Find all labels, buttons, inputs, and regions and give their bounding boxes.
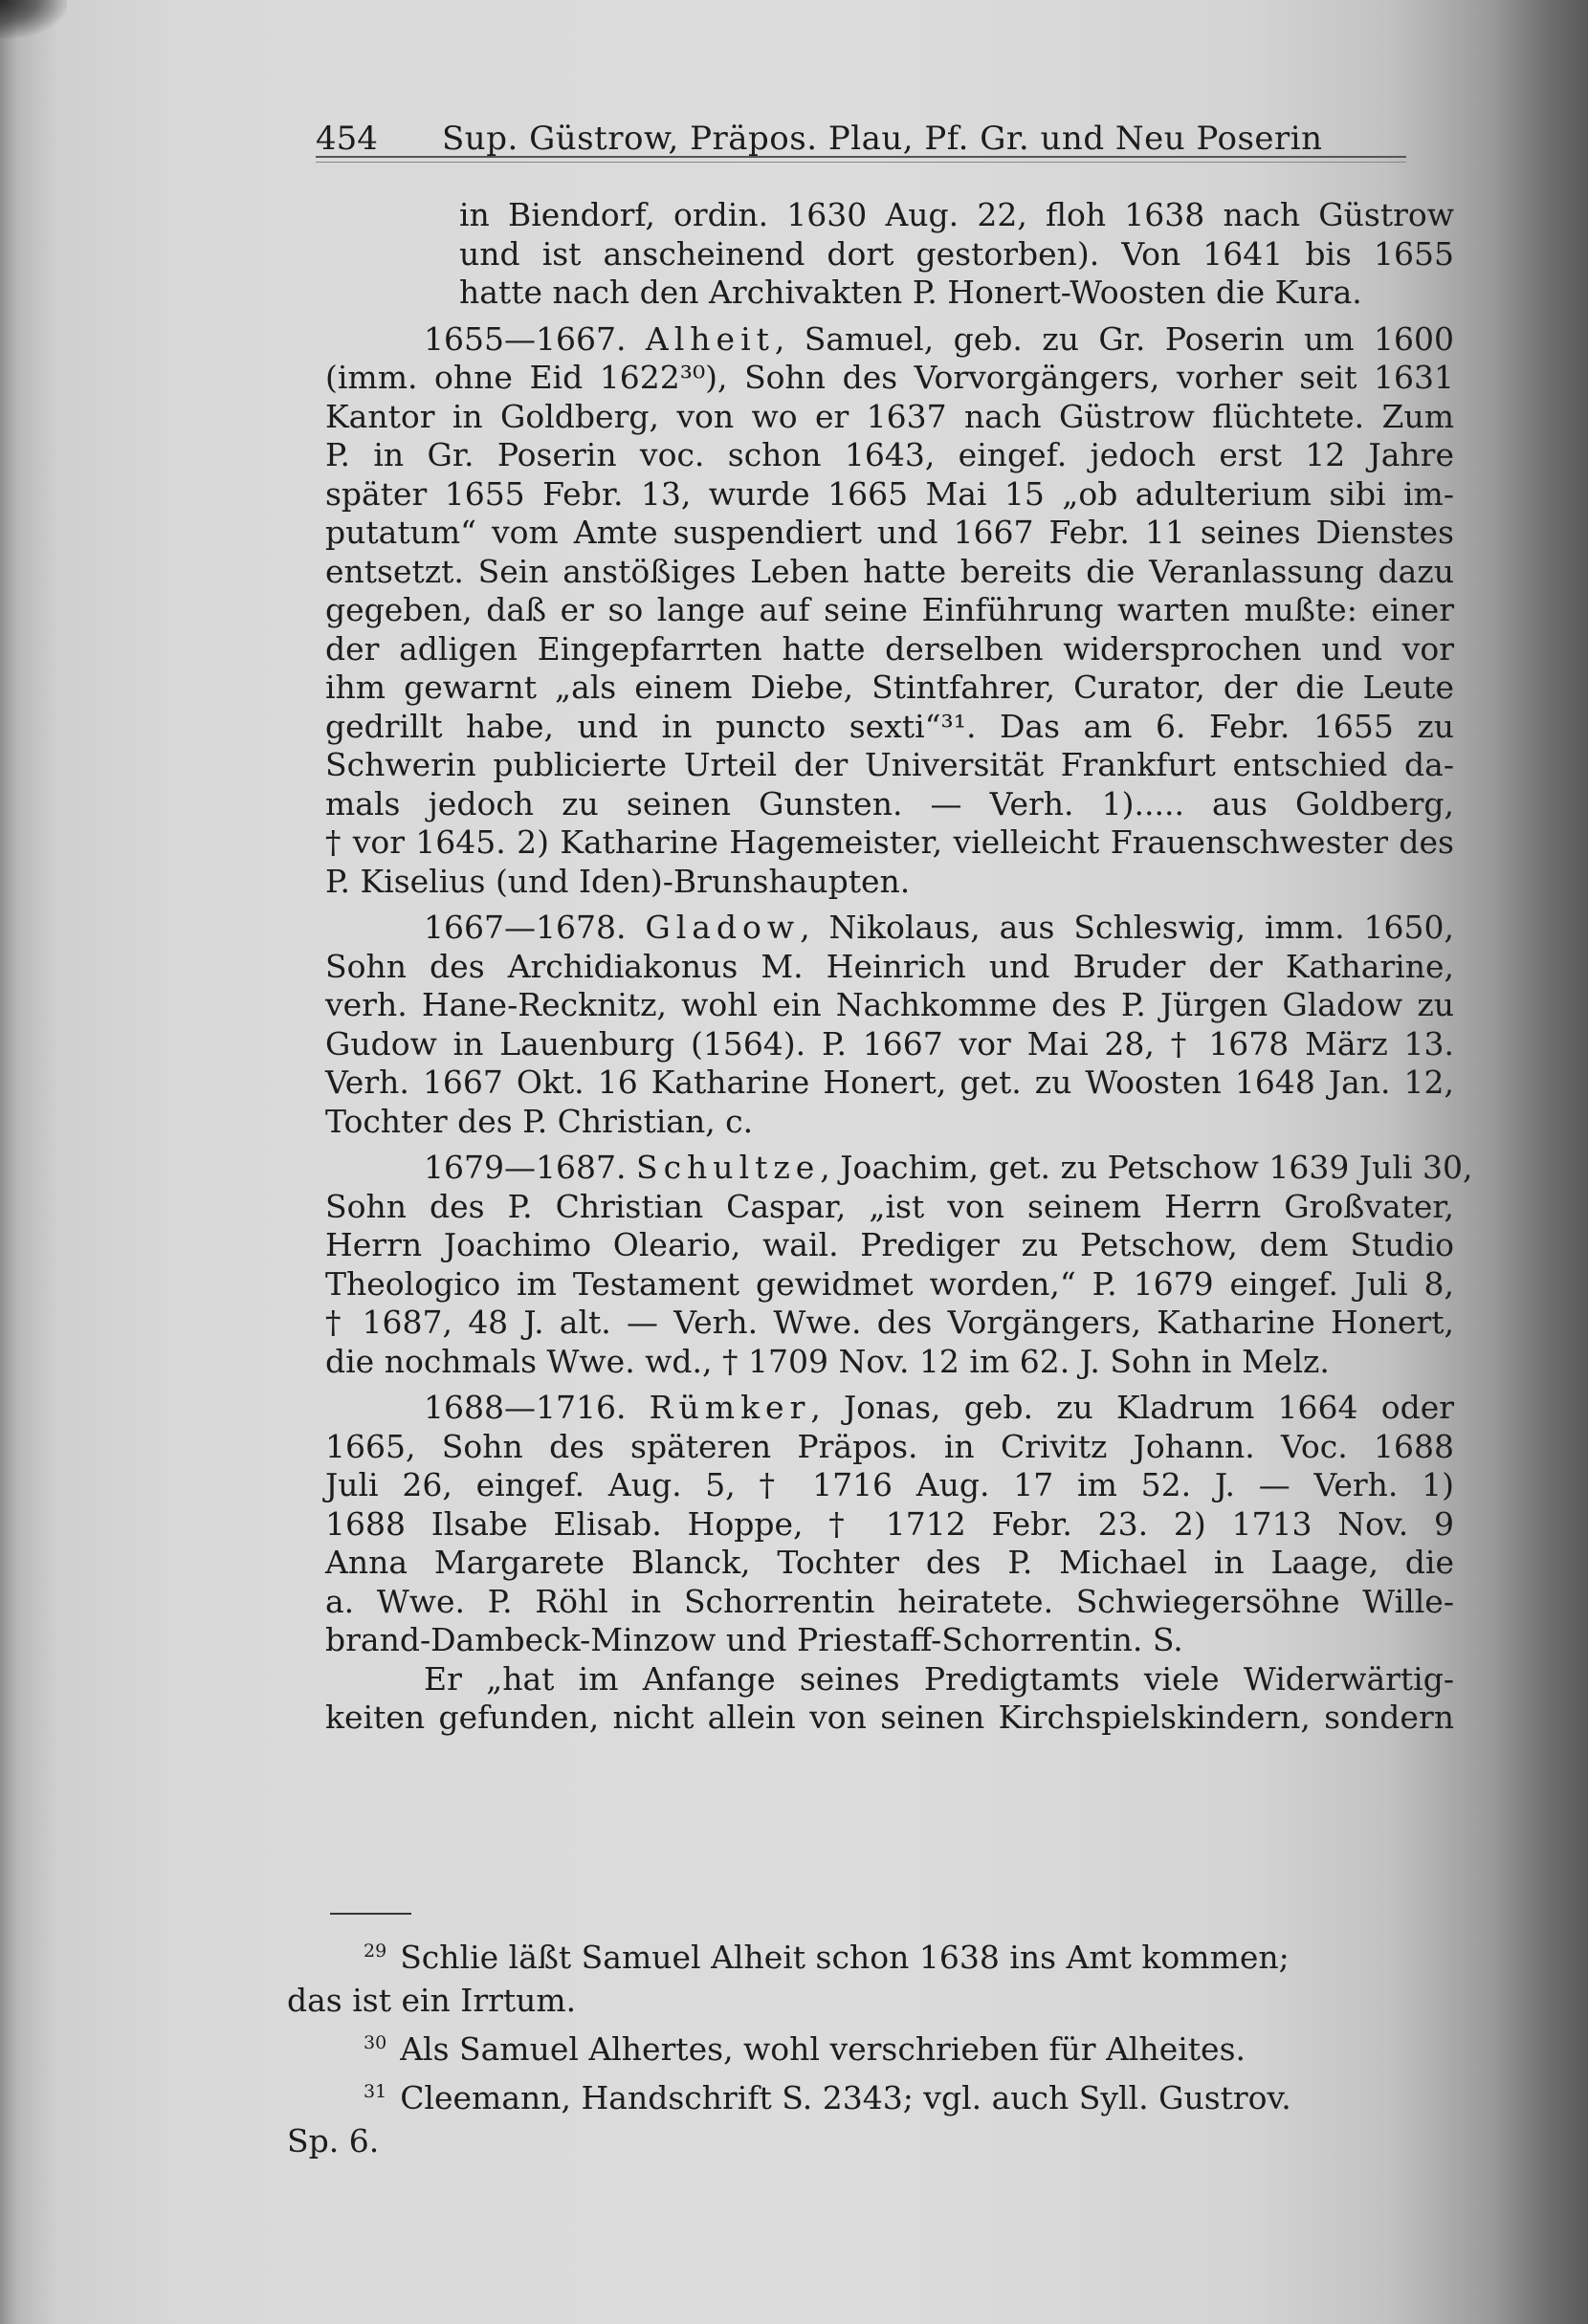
entry-alheit bbox=[325, 320, 1454, 902]
footnote-31 bbox=[287, 2071, 1449, 2162]
footnote-29 bbox=[287, 1930, 1449, 2022]
footnote-text: Schlie läßt Samuel Alheit schon 1638 ins Amt kommen; bbox=[400, 1939, 1290, 1976]
text-line: die nochmals Wwe. wd., † 1709 Nov. 12 im 62. J. Sohn in Melz. bbox=[325, 1342, 1330, 1380]
footnote-number: 30 bbox=[364, 2032, 387, 2053]
text-line: Verh. 1667 Okt. 16 Katharine Honert, get. zu Woosten 1648 Jan. 12, bbox=[325, 1063, 1454, 1101]
entry-years: 1667—1678. bbox=[424, 909, 627, 946]
text-line: P. in Gr. Poserin voc. schon 1643, eingef. jedoch erst 12 Jahre bbox=[325, 436, 1454, 473]
text-line: und ist anscheinend dort gestorben). Von 1641 bis 1655 bbox=[459, 234, 1454, 273]
running-title: Sup. Güstrow, Präpos. Plau, Pf. Gr. und Neu Poserin bbox=[442, 120, 1323, 158]
text-line: hatte nach den Archivakten P. Honert-Woosten die Kura. bbox=[459, 274, 1362, 311]
text-line: 1665, Sohn des späteren Präpos. in Crivitz Johann. Voc. 1688 bbox=[325, 1427, 1454, 1465]
footnote-text: das ist ein Irrtum. bbox=[287, 1982, 577, 2019]
body-text bbox=[325, 196, 1473, 1738]
text-line: verh. Hane-Recknitz, wohl ein Nachkomme des P. Jürgen Gladow zu bbox=[325, 986, 1454, 1023]
text-line: ihm gewarnt „als einem Diebe, Stintfahrer, Curator, der die Leute bbox=[325, 669, 1454, 706]
entry-years: 1679—1687. bbox=[424, 1149, 627, 1186]
text-line: † 1687, 48 J. alt. — Verh. Wwe. des Vorgängers, Katharine Honert, bbox=[325, 1304, 1454, 1341]
text-line: P. Kiselius (und Iden)-Brunshaupten. bbox=[325, 862, 911, 900]
text-line: Sohn des Archidiakonus M. Heinrich und Bruder der Katharine, bbox=[325, 947, 1454, 985]
text-line: Tochter des P. Christian, c. bbox=[325, 1102, 754, 1140]
text-line: 1688 Ilsabe Elisab. Hoppe, † 1712 Febr. 23. 2) 1713 Nov. 9 bbox=[325, 1504, 1454, 1543]
text-line: Herrn Joachimo Oleario, wail. Prediger zu Petschow, dem Studio bbox=[325, 1226, 1454, 1263]
text-line: , Samuel, geb. zu Gr. Poserin um 1600 bbox=[774, 319, 1454, 358]
entry-gladow bbox=[325, 909, 1454, 1141]
page-number: 454 bbox=[316, 120, 378, 158]
text-line: Juli 26, eingef. Aug. 5, † 1716 Aug. 17 im 52. J. — Verh. 1) bbox=[325, 1466, 1454, 1503]
text-line: später 1655 Febr. 13, wurde 1665 Mai 15 „ob adulterium sibi im- bbox=[325, 474, 1454, 513]
continuation-block bbox=[325, 196, 1454, 313]
text-line: , Jonas, geb. zu Kladrum 1664 oder bbox=[810, 1389, 1454, 1426]
text-line: mals jedoch zu seinen Gunsten. — Verh. 1)..... aus Goldberg, bbox=[325, 784, 1454, 822]
text-line: Theologico im Testament gewidmet worden,“ P. 1679 eingef. Juli 8, bbox=[325, 1264, 1454, 1303]
text-line: Er „hat im Anfange seines Predigtamts viele Widerwärtig- bbox=[424, 1659, 1454, 1698]
footnote-text: Cleemann, Handschrift S. 2343; vgl. auch Syll. Gustrov. bbox=[400, 2079, 1291, 2116]
entry-ruemker bbox=[325, 1389, 1454, 1660]
entry-name: Schultze bbox=[635, 1149, 821, 1186]
footnote-number: 29 bbox=[364, 1940, 387, 1962]
scan-corner-shadow bbox=[0, 0, 67, 38]
text-line: a. Wwe. P. Röhl in Schorrentin heiratete. Schwiegersöhne Wille- bbox=[325, 1582, 1454, 1620]
text-line: Kantor in Goldberg, von wo er 1637 nach Güstrow flüchtete. Zum bbox=[325, 397, 1454, 435]
footnote-number: 31 bbox=[364, 2081, 387, 2102]
running-header bbox=[316, 117, 1406, 161]
text-line: brand-Dambeck-Minzow und Priestaff-Schorrentin. S. bbox=[325, 1621, 1183, 1658]
closing-paragraph bbox=[325, 1660, 1454, 1738]
text-line: entsetzt. Sein anstößiges Leben hatte bereits die Veranlassung dazu bbox=[325, 552, 1454, 590]
header-rule bbox=[316, 156, 1406, 163]
text-line: † vor 1645. 2) Katharine Hagemeister, vielleicht Frauenschwester des bbox=[325, 823, 1454, 861]
text-line: Gudow in Lauenburg (1564). P. 1667 vor Mai 28, † 1678 März 13. bbox=[325, 1024, 1454, 1063]
text-line: der adligen Eingepfarrten hatte derselben widersprochen und vor bbox=[325, 629, 1454, 668]
footnotes bbox=[287, 1930, 1449, 2162]
footnote-text: Sp. 6. bbox=[287, 2122, 380, 2160]
text-line: Schwerin publicierte Urteil der Universität Frankfurt entschied da- bbox=[325, 746, 1454, 783]
text-line: keiten gefunden, nicht allein von seinen Kirchspielskindern, sondern bbox=[325, 1699, 1454, 1736]
text-line: (imm. ohne Eid 1622³⁰), Sohn des Vorvorgängers, vorher seit 1631 bbox=[325, 359, 1454, 396]
footnote-30 bbox=[287, 2022, 1449, 2071]
text-line: gedrillt habe, und in puncto sexti“³¹. Das am 6. Febr. 1655 zu bbox=[325, 707, 1454, 745]
footnote-rule bbox=[330, 1913, 411, 1915]
entry-name: Gladow bbox=[645, 909, 801, 946]
entry-years: 1655—1667. bbox=[424, 319, 627, 358]
entry-years: 1688—1716. bbox=[424, 1389, 627, 1426]
text-line: gegeben, daß er so lange auf seine Einführung warten mußte: einer bbox=[325, 591, 1454, 628]
entry-schultze bbox=[325, 1149, 1473, 1381]
text-line: in Biendorf, ordin. 1630 Aug. 22, floh 1638 nach Güstrow bbox=[459, 196, 1454, 233]
text-line: Anna Margarete Blanck, Tochter des P. Michael in Laage, die bbox=[325, 1544, 1454, 1581]
text-line: , Joachim, get. zu Petschow 1639 Juli 30, bbox=[820, 1149, 1473, 1186]
entry-name: Alheit bbox=[645, 319, 775, 358]
footnote-text: Als Samuel Alhertes, wohl verschrieben für Alheites. bbox=[400, 2030, 1246, 2068]
entry-name: Rümker bbox=[649, 1389, 811, 1426]
text-line: putatum“ vom Amte suspendiert und 1667 Febr. 11 seines Dienstes bbox=[325, 514, 1454, 551]
text-line: Sohn des P. Christian Caspar, „ist von seinem Herrn Großvater, bbox=[325, 1187, 1454, 1225]
text-line: , Nikolaus, aus Schleswig, imm. 1650, bbox=[800, 909, 1454, 946]
